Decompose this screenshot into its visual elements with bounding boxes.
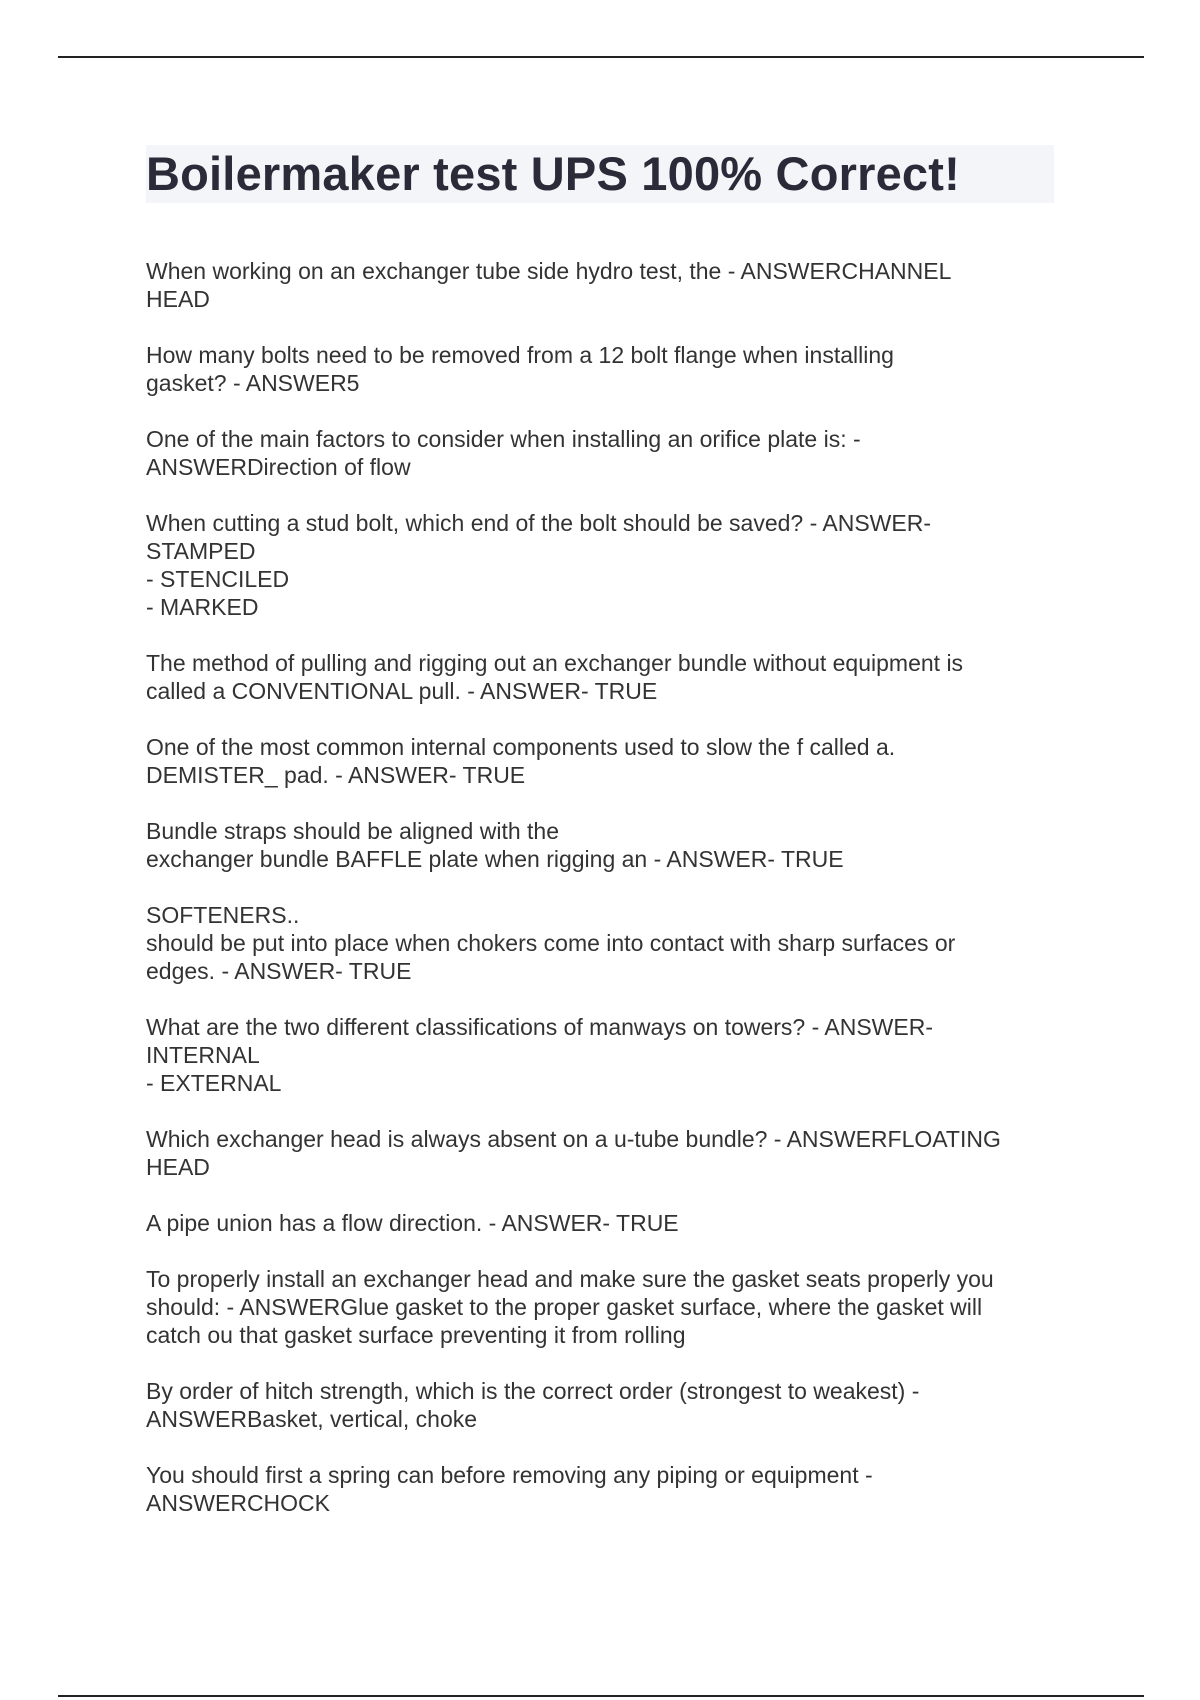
qa-entry-line: ANSWERDirection of flow xyxy=(146,454,411,480)
qa-entry-line: When working on an exchanger tube side hydro test, the - ANSWERCHANNEL xyxy=(146,258,952,284)
qa-entry xyxy=(146,257,1054,313)
qa-entry-line: What are the two different classifications of manways on towers? - ANSWER- xyxy=(146,1014,933,1040)
qa-entry xyxy=(146,425,1054,481)
qa-entry xyxy=(146,649,1054,705)
qa-entry-line: To properly install an exchanger head and make sure the gasket seats properly you xyxy=(146,1266,994,1292)
qa-entry-line: - EXTERNAL xyxy=(146,1070,282,1096)
qa-entry-line: should be put into place when chokers come into contact with sharp surfaces or xyxy=(146,930,956,956)
qa-entry-line: Bundle straps should be aligned with the xyxy=(146,818,560,844)
qa-entry-line: - MARKED xyxy=(146,594,259,620)
qa-list xyxy=(146,257,1054,1517)
qa-entry-line: SOFTENERS.. xyxy=(146,902,300,928)
qa-entry xyxy=(146,341,1054,397)
qa-entry-line: HEAD xyxy=(146,1154,210,1180)
qa-entry-line: exchanger bundle BAFFLE plate when rigging an - ANSWER- TRUE xyxy=(146,846,844,872)
qa-entry xyxy=(146,1013,1054,1097)
document-body xyxy=(146,145,1054,1545)
qa-entry-line: edges. - ANSWER- TRUE xyxy=(146,958,412,984)
qa-entry-line: A pipe union has a flow direction. - ANSWER- TRUE xyxy=(146,1210,679,1236)
qa-entry-line: Which exchanger head is always absent on a u-tube bundle? - ANSWERFLOATING xyxy=(146,1126,1001,1152)
qa-entry-line: STAMPED xyxy=(146,538,256,564)
qa-entry-line: catch ou that gasket surface preventing it from rolling xyxy=(146,1322,686,1348)
qa-entry-line: One of the main factors to consider when installing an orifice plate is: - xyxy=(146,426,861,452)
qa-entry xyxy=(146,1265,1054,1349)
qa-entry-line: called a CONVENTIONAL pull. - ANSWER- TRUE xyxy=(146,678,658,704)
qa-entry-line: should: - ANSWERGlue gasket to the proper gasket surface, where the gasket will xyxy=(146,1294,983,1320)
qa-entry xyxy=(146,509,1054,621)
qa-entry xyxy=(146,1377,1054,1433)
qa-entry xyxy=(146,1461,1054,1517)
qa-entry-line: By order of hitch strength, which is the correct order (strongest to weakest) - xyxy=(146,1378,920,1404)
qa-entry-line: - STENCILED xyxy=(146,566,290,592)
qa-entry xyxy=(146,733,1054,789)
qa-entry-line: DEMISTER_ pad. - ANSWER- TRUE xyxy=(146,762,526,788)
qa-entry-line: The method of pulling and rigging out an exchanger bundle without equipment is xyxy=(146,650,964,676)
title-banner xyxy=(146,145,1054,203)
qa-entry-line: ANSWERBasket, vertical, choke xyxy=(146,1406,478,1432)
qa-entry-line: You should first a spring can before removing any piping or equipment - xyxy=(146,1462,873,1488)
qa-entry-line: One of the most common internal components used to slow the f called a. xyxy=(146,734,896,760)
qa-entry xyxy=(146,901,1054,985)
qa-entry xyxy=(146,817,1054,873)
header-rule xyxy=(58,56,1144,58)
qa-entry xyxy=(146,1209,1054,1237)
qa-entry-line: ANSWERCHOCK xyxy=(146,1490,331,1516)
qa-entry-line: INTERNAL xyxy=(146,1042,260,1068)
qa-entry-line: HEAD xyxy=(146,286,210,312)
qa-entry-line: How many bolts need to be removed from a 12 bolt flange when installing xyxy=(146,342,894,368)
qa-entry xyxy=(146,1125,1054,1181)
document-title: Boilermaker test UPS 100% Correct! xyxy=(146,147,960,200)
qa-entry-line: gasket? - ANSWER5 xyxy=(146,370,360,396)
qa-entry-line: When cutting a stud bolt, which end of the bolt should be saved? - ANSWER- xyxy=(146,510,931,536)
footer-rule xyxy=(58,1695,1144,1697)
